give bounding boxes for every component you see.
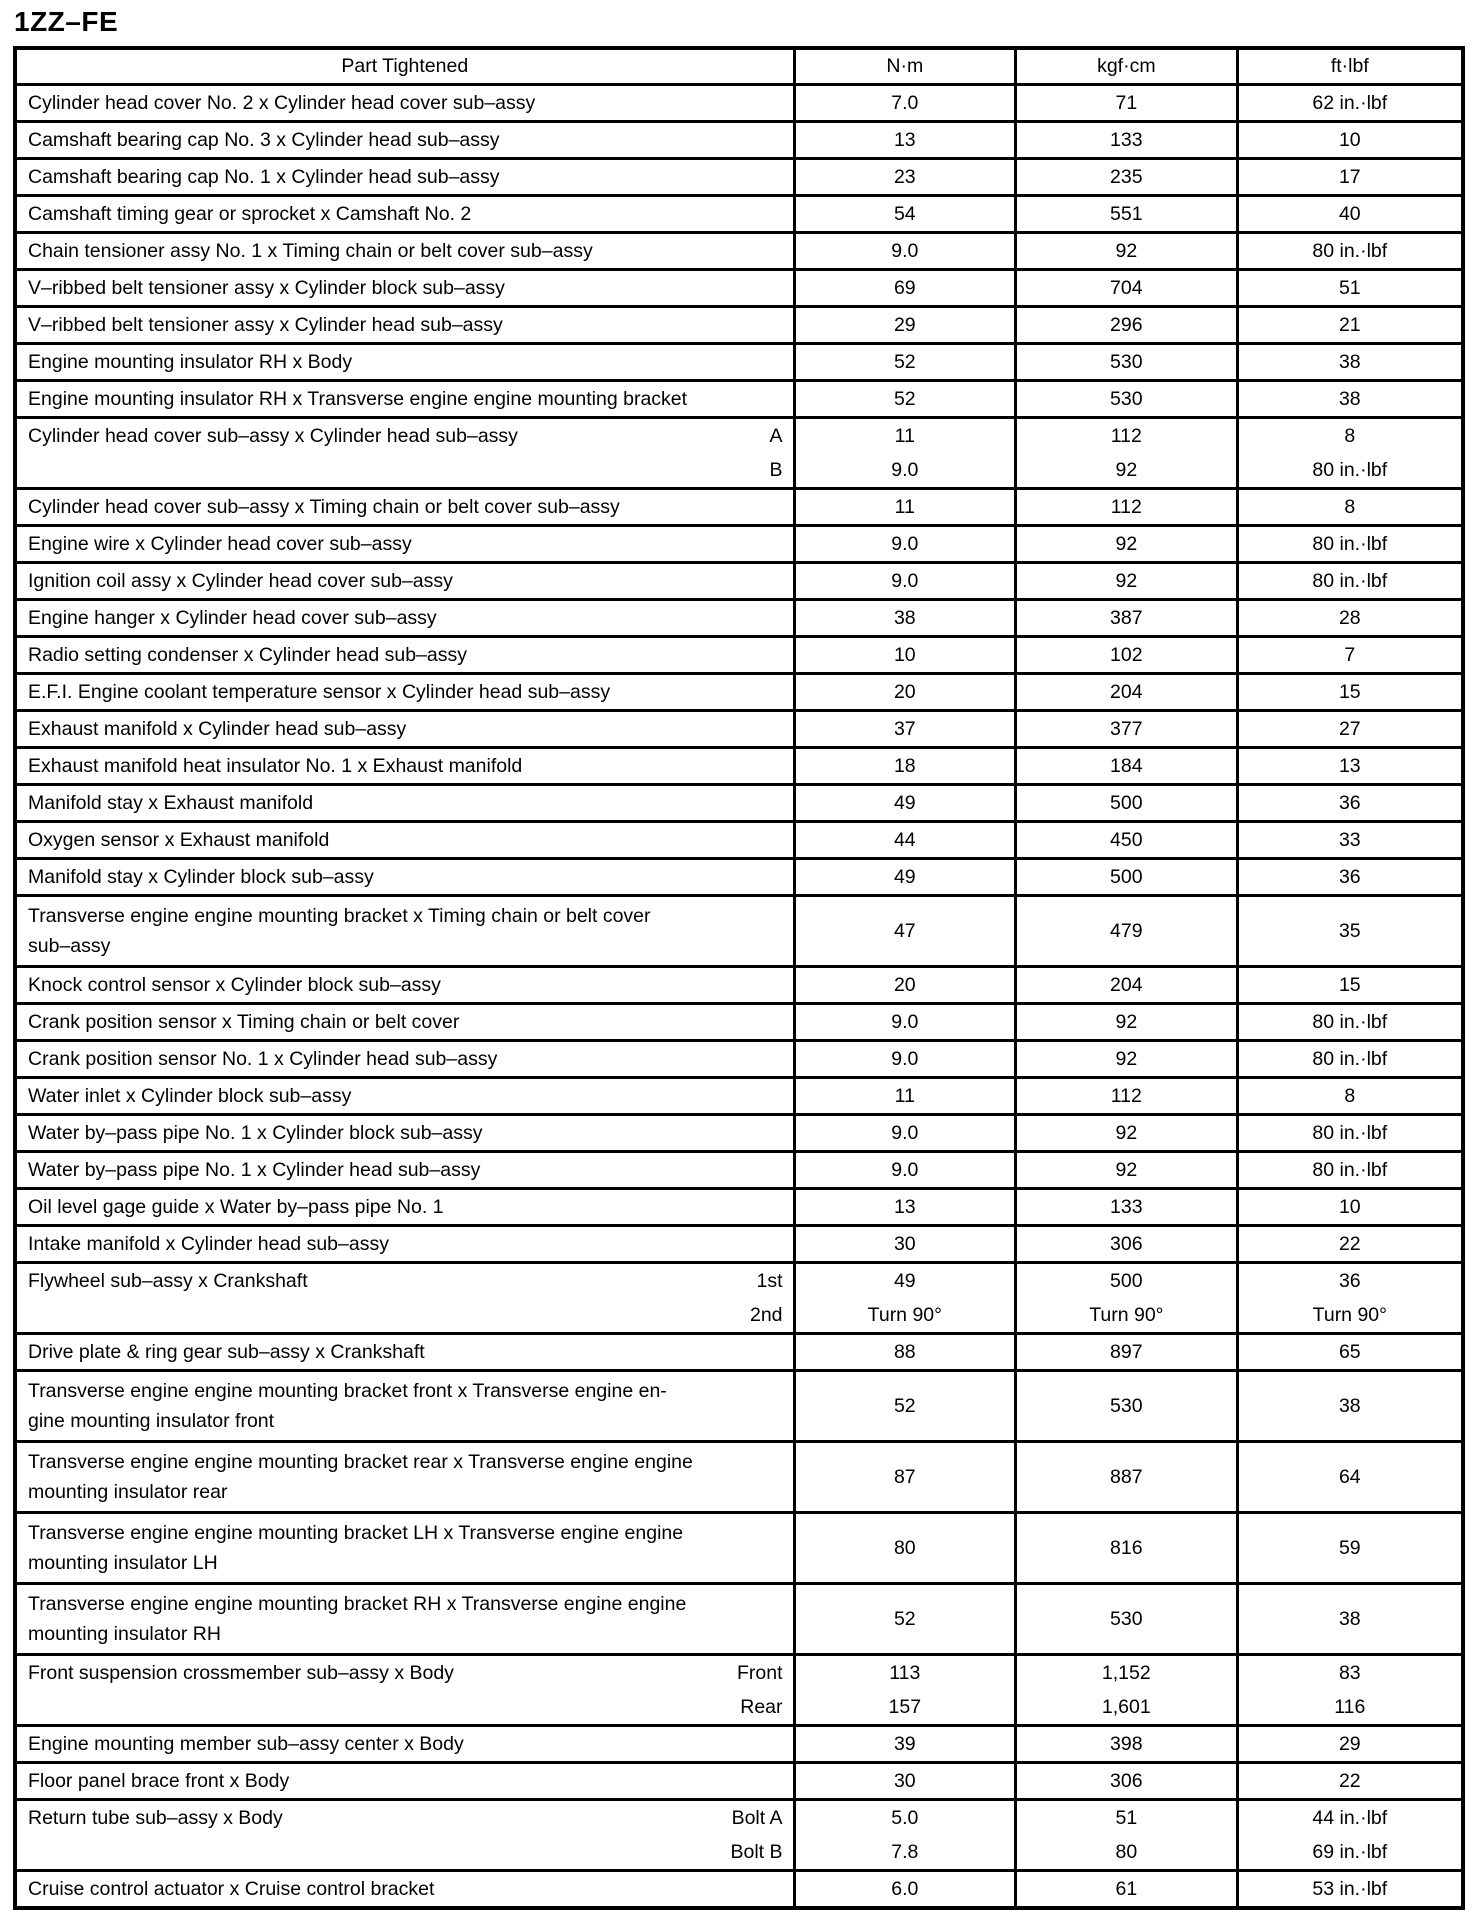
nm-cell: 44 [794, 822, 1016, 859]
part-cell [15, 526, 794, 563]
nm-cell: 9.0 [794, 233, 1016, 270]
kgfcm-cell: 377 [1016, 711, 1238, 748]
ftlbf-cell: 8 [1237, 1078, 1463, 1115]
part-name: Crank position sensor x Timing chain or belt cover [28, 1011, 460, 1033]
part-sublabel: Bolt B [730, 1840, 783, 1863]
kgfcm-cell: 450 [1016, 822, 1238, 859]
part-sublabel: 2nd [749, 1303, 783, 1326]
table-row [15, 1004, 1463, 1041]
nm-cell: 9.0 [794, 1041, 1016, 1078]
part-name: Manifold stay x Cylinder block sub–assy [28, 866, 374, 888]
kgfcm-cell: 112 [1016, 1078, 1238, 1115]
nm-cell: 13 [794, 122, 1016, 159]
kgfcm-cell: 133 [1016, 122, 1238, 159]
nm-cell: 69 [794, 270, 1016, 307]
ftlbf-cell: 36 [1237, 785, 1463, 822]
ftlbf-cell: 22 [1237, 1763, 1463, 1800]
part-cell [15, 307, 794, 344]
value-line: 49 [893, 1269, 916, 1292]
ftlbf-cell: 38 [1237, 1584, 1463, 1655]
table-row [15, 896, 1463, 967]
kgfcm-cell: 816 [1016, 1513, 1238, 1584]
ftlbf-cell: 65 [1237, 1334, 1463, 1371]
value-line: 83 [1338, 1661, 1361, 1684]
nm-cell: 52 [794, 1371, 1016, 1442]
kgfcm-cell: 704 [1016, 270, 1238, 307]
table-row [15, 1584, 1463, 1655]
value-line: 8 [1344, 424, 1356, 447]
engine-code-title: 1ZZ–FE [14, 6, 119, 37]
part-cell [15, 1189, 794, 1226]
table-row [15, 822, 1463, 859]
value-line: 157 [888, 1695, 922, 1718]
part-cell [15, 859, 794, 896]
ftlbf-cell: 21 [1237, 307, 1463, 344]
ftlbf-cell: 33 [1237, 822, 1463, 859]
table-row [15, 489, 1463, 526]
part-cell [15, 896, 794, 967]
part-name: Return tube sub–assy x Body [28, 1806, 283, 1829]
part-cell [15, 1371, 794, 1442]
nm-cell: 54 [794, 196, 1016, 233]
nm-cell: 9.0 [794, 526, 1016, 563]
table-row [15, 1115, 1463, 1152]
ftlbf-cell: 80 in.·lbf [1237, 563, 1463, 600]
kgfcm-cell: 184 [1016, 748, 1238, 785]
kgfcm-cell: 897 [1016, 1334, 1238, 1371]
part-cell [15, 748, 794, 785]
part-name: Crank position sensor No. 1 x Cylinder head sub–assy [28, 1048, 498, 1070]
table-row [15, 196, 1463, 233]
table-row [15, 600, 1463, 637]
kgfcm-cell: 387 [1016, 600, 1238, 637]
nm-cell: 88 [794, 1334, 1016, 1371]
kgfcm-cell: 112 [1016, 489, 1238, 526]
table-row [15, 1442, 1463, 1513]
part-name: Cylinder head cover No. 2 x Cylinder head cover sub–assy [28, 92, 536, 114]
nm-cell: 23 [794, 159, 1016, 196]
ftlbf-cell: 80 in.·lbf [1237, 1115, 1463, 1152]
kgfcm-cell: 61 [1016, 1871, 1238, 1909]
kgfcm-cell: 92 [1016, 233, 1238, 270]
part-sublabel: Front [737, 1661, 783, 1684]
ftlbf-cell: 80 in.·lbf [1237, 233, 1463, 270]
ftlbf-cell: 36 [1237, 859, 1463, 896]
nm-cell: 11 [794, 1078, 1016, 1115]
part-cell [15, 1226, 794, 1263]
nm-cell: 39 [794, 1726, 1016, 1763]
part-cell [15, 1078, 794, 1115]
part-sublabel: Bolt A [731, 1806, 783, 1829]
table-row [15, 1041, 1463, 1078]
part-cell [15, 822, 794, 859]
part-name: Water by–pass pipe No. 1 x Cylinder block sub–assy [28, 1122, 483, 1144]
part-name: Engine mounting insulator RH x Body [28, 351, 353, 373]
ftlbf-cell: 29 [1237, 1726, 1463, 1763]
ftlbf-cell: 15 [1237, 674, 1463, 711]
part-cell [15, 711, 794, 748]
kgfcm-cell: 306 [1016, 1763, 1238, 1800]
kgfcm-cell: 92 [1016, 1115, 1238, 1152]
table-row [15, 859, 1463, 896]
nm-cell: 7.0 [794, 85, 1016, 122]
nm-cell: 47 [794, 896, 1016, 967]
nm-cell: 20 [794, 674, 1016, 711]
table-row [15, 711, 1463, 748]
table-row [15, 1800, 1463, 1871]
ftlbf-cell: 80 in.·lbf [1237, 1041, 1463, 1078]
table-row [15, 1763, 1463, 1800]
nm-cell: 13 [794, 1189, 1016, 1226]
part-name: Engine hanger x Cylinder head cover sub–assy [28, 607, 437, 629]
part-cell [15, 196, 794, 233]
part-name: Flywheel sub–assy x Crankshaft [28, 1269, 308, 1292]
kgfcm-cell: 398 [1016, 1726, 1238, 1763]
value-line: 51 [1115, 1806, 1138, 1829]
part-cell [15, 563, 794, 600]
table-row [15, 1226, 1463, 1263]
part-name: Transverse engine engine mounting bracket RH x Transverse engine engine [28, 1593, 687, 1615]
nm-cell [794, 1655, 1016, 1726]
part-name: Drive plate & ring gear sub–assy x Crankshaft [28, 1341, 425, 1363]
part-name: Engine mounting member sub–assy center x Body [28, 1733, 464, 1755]
ftlbf-cell: 17 [1237, 159, 1463, 196]
part-name: Camshaft timing gear or sprocket x Camshaft No. 2 [28, 203, 472, 225]
kgfcm-cell: 92 [1016, 1152, 1238, 1189]
value-line: 9.0 [891, 458, 919, 481]
nm-cell: 37 [794, 711, 1016, 748]
part-cell [15, 1871, 794, 1909]
part-name: Oxygen sensor x Exhaust manifold [28, 829, 330, 851]
part-name: Floor panel brace front x Body [28, 1770, 290, 1792]
ftlbf-cell [1237, 1800, 1463, 1871]
part-name: Transverse engine engine mounting bracket LH x Transverse engine engine [28, 1522, 684, 1544]
value-line: 5.0 [891, 1806, 919, 1829]
part-name: Transverse engine engine mounting bracket rear x Transverse engine engine [28, 1451, 693, 1473]
ftlbf-cell: 40 [1237, 196, 1463, 233]
part-name: Manifold stay x Exhaust manifold [28, 792, 314, 814]
kgfcm-cell: 500 [1016, 859, 1238, 896]
table-row [15, 418, 1463, 489]
part-cell [15, 674, 794, 711]
ftlbf-cell: 15 [1237, 967, 1463, 1004]
table-row [15, 1078, 1463, 1115]
kgfcm-cell: 71 [1016, 85, 1238, 122]
part-name: Intake manifold x Cylinder head sub–assy [28, 1233, 389, 1255]
part-name: mounting insulator LH [28, 1552, 218, 1574]
nm-cell: 9.0 [794, 1115, 1016, 1152]
table-row [15, 85, 1463, 122]
part-cell [15, 1655, 794, 1726]
table-row [15, 344, 1463, 381]
part-name: Oil level gage guide x Water by–pass pipe No. 1 [28, 1196, 444, 1218]
part-cell [15, 967, 794, 1004]
nm-cell: 20 [794, 967, 1016, 1004]
nm-cell: 49 [794, 859, 1016, 896]
col-header-part-tightened: Part Tightened [15, 48, 794, 85]
value-line: 1,152 [1101, 1661, 1151, 1684]
part-cell [15, 233, 794, 270]
kgfcm-cell: 887 [1016, 1442, 1238, 1513]
ftlbf-cell: 59 [1237, 1513, 1463, 1584]
table-row [15, 1263, 1463, 1334]
part-cell [15, 600, 794, 637]
ftlbf-cell: 27 [1237, 711, 1463, 748]
ftlbf-cell [1237, 418, 1463, 489]
table-row [15, 674, 1463, 711]
ftlbf-cell: 51 [1237, 270, 1463, 307]
part-cell [15, 85, 794, 122]
table-row [15, 1152, 1463, 1189]
nm-cell: 87 [794, 1442, 1016, 1513]
value-line: 7.8 [891, 1840, 919, 1863]
table-row [15, 526, 1463, 563]
value-line: 92 [1115, 458, 1138, 481]
part-name: Knock control sensor x Cylinder block sub–assy [28, 974, 441, 996]
part-name: Chain tensioner assy No. 1 x Timing chain or belt cover sub–assy [28, 240, 593, 262]
kgfcm-cell: 479 [1016, 896, 1238, 967]
kgfcm-cell [1016, 1263, 1238, 1334]
kgfcm-cell [1016, 1655, 1238, 1726]
nm-cell: 52 [794, 1584, 1016, 1655]
part-sublabel: 1st [756, 1269, 783, 1292]
value-line: 69 in.·lbf [1312, 1840, 1388, 1863]
part-name: V–ribbed belt tensioner assy x Cylinder head sub–assy [28, 314, 503, 336]
part-cell [15, 1263, 794, 1334]
kgfcm-cell: 530 [1016, 1584, 1238, 1655]
part-name: Water inlet x Cylinder block sub–assy [28, 1085, 352, 1107]
part-cell [15, 1584, 794, 1655]
value-line: 112 [1110, 424, 1142, 447]
table-row [15, 122, 1463, 159]
ftlbf-cell: 35 [1237, 896, 1463, 967]
part-sublabel: B [769, 458, 783, 481]
table-row [15, 1371, 1463, 1442]
ftlbf-cell: 38 [1237, 381, 1463, 418]
nm-cell: 30 [794, 1763, 1016, 1800]
part-name: Camshaft bearing cap No. 3 x Cylinder head sub–assy [28, 129, 500, 151]
ftlbf-cell [1237, 1263, 1463, 1334]
part-cell [15, 1334, 794, 1371]
part-sublabel: Rear [740, 1695, 783, 1718]
table-row [15, 1334, 1463, 1371]
nm-cell: 9.0 [794, 563, 1016, 600]
nm-cell: 11 [794, 489, 1016, 526]
part-cell [15, 1004, 794, 1041]
part-name: mounting insulator rear [28, 1481, 228, 1503]
part-name: Cylinder head cover sub–assy x Timing chain or belt cover sub–assy [28, 496, 620, 518]
part-name: Camshaft bearing cap No. 1 x Cylinder head sub–assy [28, 166, 500, 188]
kgfcm-cell: 500 [1016, 785, 1238, 822]
kgfcm-cell [1016, 1800, 1238, 1871]
kgfcm-cell: 296 [1016, 307, 1238, 344]
kgfcm-cell: 530 [1016, 1371, 1238, 1442]
value-line: 80 in.·lbf [1312, 458, 1388, 481]
part-name: Radio setting condenser x Cylinder head sub–assy [28, 644, 468, 666]
table-row [15, 1726, 1463, 1763]
ftlbf-cell: 22 [1237, 1226, 1463, 1263]
kgfcm-cell: 204 [1016, 967, 1238, 1004]
part-cell [15, 1800, 794, 1871]
part-cell [15, 489, 794, 526]
part-name: Cruise control actuator x Cruise control bracket [28, 1878, 435, 1900]
part-name: sub–assy [28, 935, 111, 957]
nm-cell: 6.0 [794, 1871, 1016, 1909]
part-name: Front suspension crossmember sub–assy x Body [28, 1661, 454, 1684]
nm-cell: 80 [794, 1513, 1016, 1584]
part-cell [15, 1041, 794, 1078]
part-cell [15, 418, 794, 489]
ftlbf-cell: 80 in.·lbf [1237, 526, 1463, 563]
table-row [15, 1189, 1463, 1226]
value-line: 500 [1110, 1269, 1143, 1292]
ftlbf-cell: 80 in.·lbf [1237, 1004, 1463, 1041]
part-cell [15, 344, 794, 381]
value-line: 80 [1115, 1840, 1138, 1863]
nm-cell [794, 1263, 1016, 1334]
ftlbf-cell: 80 in.·lbf [1237, 1152, 1463, 1189]
part-cell [15, 122, 794, 159]
part-name: Water by–pass pipe No. 1 x Cylinder head sub–assy [28, 1159, 481, 1181]
part-cell [15, 1152, 794, 1189]
nm-cell: 10 [794, 637, 1016, 674]
ftlbf-cell: 28 [1237, 600, 1463, 637]
col-header-nm: N·m [794, 48, 1016, 85]
nm-cell: 52 [794, 381, 1016, 418]
kgfcm-cell: 133 [1016, 1189, 1238, 1226]
ftlbf-cell: 10 [1237, 122, 1463, 159]
part-name: Transverse engine engine mounting bracket front x Transverse engine en- [28, 1380, 667, 1402]
part-cell [15, 1513, 794, 1584]
table-row [15, 1655, 1463, 1726]
part-cell [15, 159, 794, 196]
part-cell [15, 1115, 794, 1152]
table-row [15, 270, 1463, 307]
ftlbf-cell: 10 [1237, 1189, 1463, 1226]
value-line: Turn 90° [867, 1303, 942, 1326]
part-name: Transverse engine engine mounting bracket x Timing chain or belt cover [28, 905, 651, 927]
nm-cell: 38 [794, 600, 1016, 637]
table-row [15, 159, 1463, 196]
part-name: gine mounting insulator front [28, 1410, 275, 1432]
value-line: 116 [1334, 1695, 1366, 1718]
nm-cell: 52 [794, 344, 1016, 381]
ftlbf-cell: 7 [1237, 637, 1463, 674]
kgfcm-cell: 530 [1016, 381, 1238, 418]
table-row [15, 748, 1463, 785]
ftlbf-cell: 8 [1237, 489, 1463, 526]
col-header-kgfcm: kgf·cm [1016, 48, 1238, 85]
ftlbf-cell [1237, 1655, 1463, 1726]
ftlbf-cell: 38 [1237, 1371, 1463, 1442]
nm-cell [794, 1800, 1016, 1871]
table-row [15, 381, 1463, 418]
nm-cell: 29 [794, 307, 1016, 344]
part-cell [15, 785, 794, 822]
part-sublabel: A [769, 424, 783, 447]
value-line: 36 [1338, 1269, 1361, 1292]
table-row [15, 563, 1463, 600]
ftlbf-cell: 53 in.·lbf [1237, 1871, 1463, 1909]
value-line: 11 [894, 424, 915, 447]
value-line: Turn 90° [1089, 1303, 1164, 1326]
kgfcm-cell: 551 [1016, 196, 1238, 233]
kgfcm-cell: 204 [1016, 674, 1238, 711]
value-line: Turn 90° [1312, 1303, 1387, 1326]
ftlbf-cell: 38 [1237, 344, 1463, 381]
nm-cell: 49 [794, 785, 1016, 822]
ftlbf-cell: 62 in.·lbf [1237, 85, 1463, 122]
ftlbf-cell: 13 [1237, 748, 1463, 785]
kgfcm-cell: 92 [1016, 563, 1238, 600]
table-row [15, 233, 1463, 270]
table-row [15, 1871, 1463, 1909]
part-cell [15, 1763, 794, 1800]
part-name: mounting insulator RH [28, 1623, 221, 1645]
part-name: Ignition coil assy x Cylinder head cover sub–assy [28, 570, 453, 592]
table-row [15, 307, 1463, 344]
kgfcm-cell [1016, 418, 1238, 489]
kgfcm-cell: 102 [1016, 637, 1238, 674]
part-name: Exhaust manifold heat insulator No. 1 x Exhaust manifold [28, 755, 523, 777]
part-name: E.F.I. Engine coolant temperature sensor x Cylinder head sub–assy [28, 681, 611, 703]
part-name: Cylinder head cover sub–assy x Cylinder head sub–assy [28, 424, 518, 447]
col-header-ftlbf: ft·lbf [1237, 48, 1463, 85]
kgfcm-cell: 92 [1016, 526, 1238, 563]
value-line: 113 [889, 1661, 921, 1684]
part-name: Engine wire x Cylinder head cover sub–assy [28, 533, 412, 555]
kgfcm-cell: 92 [1016, 1004, 1238, 1041]
kgfcm-cell: 235 [1016, 159, 1238, 196]
part-cell [15, 381, 794, 418]
nm-cell: 30 [794, 1226, 1016, 1263]
part-name: Exhaust manifold x Cylinder head sub–assy [28, 718, 407, 740]
kgfcm-cell: 306 [1016, 1226, 1238, 1263]
value-line: 1,601 [1101, 1695, 1151, 1718]
nm-cell: 9.0 [794, 1152, 1016, 1189]
part-cell [15, 1726, 794, 1763]
ftlbf-cell: 64 [1237, 1442, 1463, 1513]
nm-cell: 18 [794, 748, 1016, 785]
kgfcm-cell: 530 [1016, 344, 1238, 381]
part-cell [15, 270, 794, 307]
part-name: V–ribbed belt tensioner assy x Cylinder block sub–assy [28, 277, 505, 299]
part-cell [15, 637, 794, 674]
table-row [15, 785, 1463, 822]
kgfcm-cell: 92 [1016, 1041, 1238, 1078]
nm-cell: 9.0 [794, 1004, 1016, 1041]
part-cell [15, 1442, 794, 1513]
table-row [15, 967, 1463, 1004]
table-row [15, 1513, 1463, 1584]
part-name: Engine mounting insulator RH x Transverse engine engine mounting bracket [28, 388, 688, 410]
nm-cell [794, 418, 1016, 489]
header-row [15, 48, 1463, 85]
torque-spec-table [13, 46, 1465, 1910]
table-row [15, 637, 1463, 674]
value-line: 44 in.·lbf [1312, 1806, 1388, 1829]
